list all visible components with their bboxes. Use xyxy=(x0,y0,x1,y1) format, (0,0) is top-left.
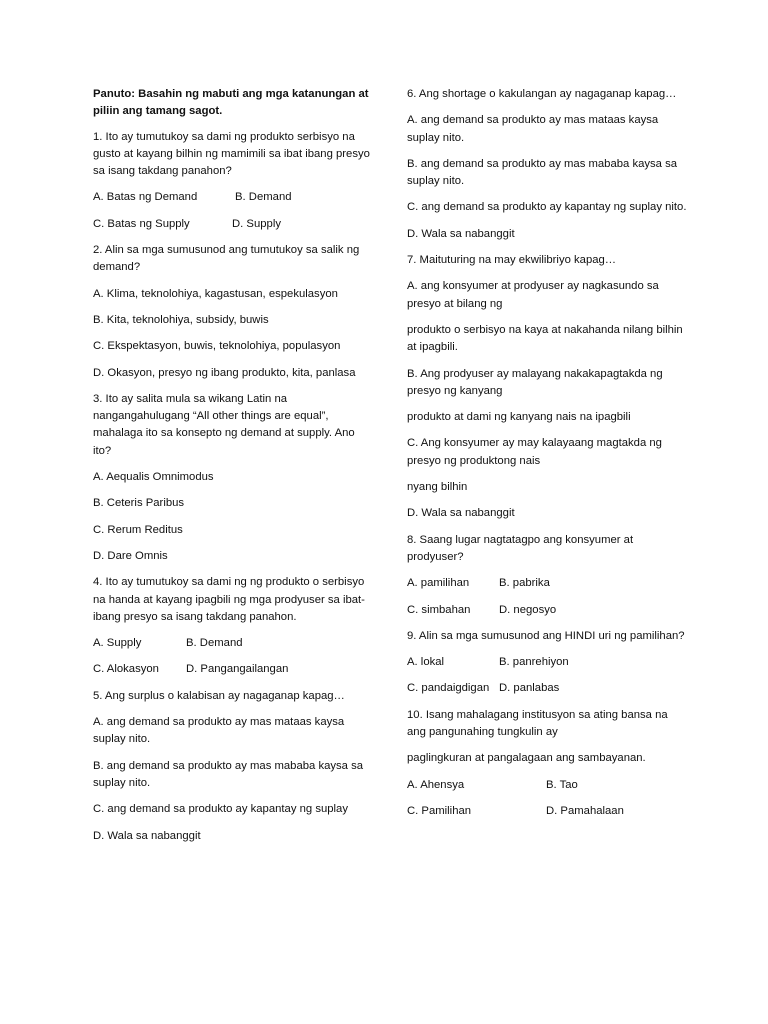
question-10: 10. Isang mahalagang institusyon sa ating bansa na ang pangunahing tungkulin ay xyxy=(407,708,668,739)
q9-options-row-1 xyxy=(407,654,687,671)
question-9: 9. Alin sa mga sumusunod ang HINDI uri ng pamilihan? xyxy=(407,629,685,642)
q1-options-row-1 xyxy=(93,189,375,206)
question-4: 4. Ito ay tumutukoy sa dami ng ng produkto o serbisyo na handa at kayang ipagbili ng mga prodyuser sa ibat-ibang presyo sa isang takdang panahon. xyxy=(93,576,365,623)
left-column xyxy=(93,86,375,854)
q7-option-d: D. Wala sa nabanggit xyxy=(407,507,515,520)
question-1: 1. Ito ay tumutukoy sa dami ng produkto serbisyo na gusto at kayang bilhin ng mamimili sa ibat ibang presyo sa isang takdang panahon? xyxy=(93,130,370,178)
q7-option-b: B. Ang prodyuser ay malayang nakakapagtakda ng presyo ng kanyang xyxy=(407,367,663,397)
q2-option-c: C. Ekspektasyon, buwis, teknolohiya, populasyon xyxy=(93,340,341,353)
q10-options-row-1 xyxy=(407,777,687,794)
q4-option-d: D. Pangangailangan xyxy=(186,663,289,676)
q10-option-c: C. Pamilihan xyxy=(407,804,472,817)
q5-option-c: C. ang demand sa produkto ay kapantay ng suplay xyxy=(93,803,348,816)
q8-option-d: D. negosyo xyxy=(499,603,557,616)
q6-option-c: C. ang demand sa produkto ay kapantay ng suplay nito. xyxy=(407,201,687,214)
q10-options-row-2 xyxy=(407,803,687,820)
q2-option-a: A. Klima, teknolohiya, kagastusan, espekulasyon xyxy=(93,287,338,300)
q10-option-a: A. Ahensya xyxy=(407,778,465,791)
q6-option-b: B. ang demand sa produkto ay mas mababa kaysa sa suplay nito. xyxy=(407,157,678,188)
q10-option-d: D. Pamahalaan xyxy=(546,804,624,817)
q8-options-row-1 xyxy=(407,575,687,592)
q2-option-d: D. Okasyon, presyo ng ibang produkto, kita, panlasa xyxy=(93,366,356,379)
question-7: 7. Maituturing na may ekwilibriyo kapag… xyxy=(407,254,617,267)
q1-option-b: B. Demand xyxy=(235,191,292,204)
q7-option-b-continued: produkto at dami ng kanyang nais na ipagbili xyxy=(407,411,631,424)
q10-option-b: B. Tao xyxy=(546,778,578,791)
instructions: Panuto: Basahin ng mabuti ang mga katanungan at piliin ang tamang sagot. xyxy=(93,88,369,118)
q4-options-row-1 xyxy=(93,635,375,652)
q4-options-row-2 xyxy=(93,661,375,678)
question-3: 3. Ito ay salita mula sa wikang Latin na nangangahulugang “All other things are equal”, mahalaga ito sa konsepto ng demand at supply. Ano ito? xyxy=(93,392,355,457)
q8-option-b: B. pabrika xyxy=(499,577,550,590)
q1-option-c: C. Batas ng Supply xyxy=(93,217,190,230)
q3-option-c: C. Rerum Reditus xyxy=(93,523,183,536)
question-10-continued: paglingkuran at pangalagaan ang sambayanan. xyxy=(407,752,646,765)
q6-option-d: D. Wala sa nabanggit xyxy=(407,227,515,240)
q4-option-b: B. Demand xyxy=(186,637,243,650)
q9-option-d: D. panlabas xyxy=(499,682,560,695)
q5-option-a: A. ang demand sa produkto ay mas mataas kaysa suplay nito. xyxy=(93,716,345,746)
q3-option-a: A. Aequalis Omnimodus xyxy=(93,471,214,484)
right-column xyxy=(407,86,687,829)
q9-option-a: A. lokal xyxy=(407,656,445,669)
q8-options-row-2 xyxy=(407,602,687,619)
q8-option-c: C. simbahan xyxy=(407,603,471,616)
question-6: 6. Ang shortage o kakulangan ay nagaganap kapag… xyxy=(407,88,677,100)
question-2: 2. Alin sa mga sumusunod ang tumutukoy sa salik ng demand? xyxy=(93,244,360,274)
q6-option-a: A. ang demand sa produkto ay mas mataas kaysa suplay nito. xyxy=(407,114,659,144)
q4-option-a: A. Supply xyxy=(93,637,142,650)
q1-option-a: A. Batas ng Demand xyxy=(93,191,198,204)
question-8: 8. Saang lugar nagtatagpo ang konsyumer at prodyuser? xyxy=(407,533,634,563)
q5-option-d: D. Wala sa nabanggit xyxy=(93,829,201,842)
q4-option-c: C. Alokasyon xyxy=(93,663,159,676)
q7-option-a: A. ang konsyumer at prodyuser ay nagkasundo sa presyo at bilang ng xyxy=(407,280,659,310)
q5-option-b: B. ang demand sa produkto ay mas mababa kaysa sa suplay nito. xyxy=(93,759,364,789)
q8-option-a: A. pamilihan xyxy=(407,577,470,590)
q1-option-d: D. Supply xyxy=(232,217,281,230)
q7-option-a-continued: produkto o serbisyo na kaya at nakahanda nilang bilhin at ipagbili. xyxy=(407,323,683,354)
q1-options-row-2 xyxy=(93,216,375,233)
q9-options-row-2 xyxy=(407,680,687,697)
q3-option-d: D. Dare Omnis xyxy=(93,549,168,562)
q7-option-c-continued: nyang bilhin xyxy=(407,481,468,494)
q7-option-c: C. Ang konsyumer ay may kalayaang magtakda ng presyo ng produktong nais xyxy=(407,437,662,467)
q9-option-b: B. panrehiyon xyxy=(499,656,569,669)
q3-option-b: B. Ceteris Paribus xyxy=(93,497,185,510)
question-5: 5. Ang surplus o kalabisan ay nagaganap kapag… xyxy=(93,689,345,702)
q2-option-b: B. Kita, teknolohiya, subsidy, buwis xyxy=(93,313,269,326)
q9-option-c: C. pandaigdigan xyxy=(407,682,490,695)
